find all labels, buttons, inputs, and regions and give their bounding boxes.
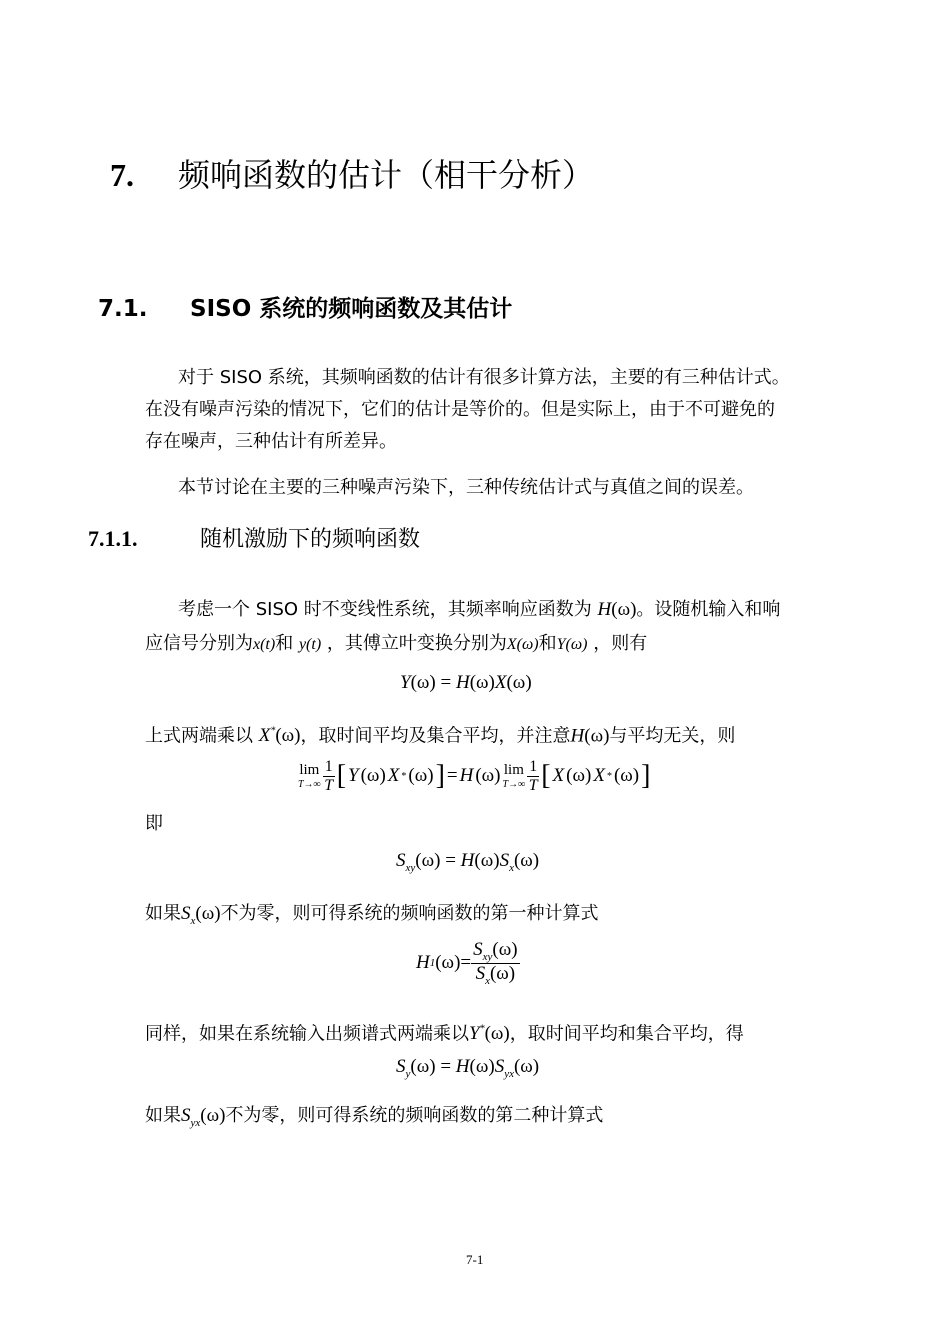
chapter-heading [110, 150, 594, 196]
section-heading [98, 290, 512, 323]
equation-2: lim T→∞ $\frac{1}{T}$ [ Y (ω) X * (ω) ] = H (ω) lim T→∞ $\frac{1}{T}$ [ X (ω) X * (ω) ] [298, 758, 651, 794]
if-sx-line: 如果$S_x(\omega)$不为零，则可得系统的频响函数的第一种计算式 [145, 903, 599, 927]
chapter-title: 频响函数的估计（相干分析） [178, 156, 595, 194]
intro-line-2: 在没有噪声污染的情况下，它们的估计是等价的。但是实际上，由于不可避免的 [145, 399, 775, 420]
consider-line: 考虑一个 SISO 时不变线性系统，其频率响应函数为 H(ω)。设随机输入和响 [178, 599, 781, 620]
ji-text: 即 [145, 813, 163, 834]
multiply-line: 上式两端乘以 X*(ω)，取时间平均及集合平均，并注意H(ω)与平均无关，则 [145, 725, 736, 747]
page-number: 7-1 [466, 1252, 484, 1267]
subsection-heading [88, 522, 420, 553]
subsection-title: 随机激励下的频响函数 [200, 527, 421, 552]
if-syx-line: 如果$S_{yx}(\omega)$不为零，则可得系统的频响函数的第二种计算式 [145, 1105, 604, 1129]
chapter-number: 7. [110, 157, 134, 193]
H-omega: H(ω) [597, 599, 637, 620]
equation-1: Y(ω) = H(ω)X(ω) [400, 672, 532, 693]
signals-line: 应信号分别为x(t)和 y(t) ，其傅立叶变换分别为X(ω)和Y(ω) ，则有 [145, 633, 648, 654]
equation-3: $S_{xy}(\omega) = H(\omega)S_x(\omega)$ [396, 850, 540, 874]
same-line: 同样，如果在系统输入出频谱式两端乘以Y*(ω)，取时间平均和集合平均，得 [145, 1023, 744, 1045]
intro-paragraph-2: 本节讨论在主要的三种噪声污染下，三种传统估计式与真值之间的误差。 [178, 477, 754, 498]
equation-5: $S_y(\omega) = H(\omega)S_{yx}(\omega)$ [396, 1056, 540, 1080]
section-title: SISO 系统的频响函数及其估计 [190, 296, 513, 322]
subsection-number: 7.1.1. [88, 526, 138, 551]
intro-line-3: 存在噪声，三种估计有所差异。 [145, 431, 397, 452]
equation-4: H 1 (ω) = $\frac{S_{xy}(\omega)}{S_x(\omega)}$ [416, 939, 518, 987]
intro-line-1: 对于 SISO 系统，其频响函数的估计有很多计算方法，主要的有三种估计式。 [178, 367, 790, 388]
section-number: 7.1. [98, 296, 148, 322]
